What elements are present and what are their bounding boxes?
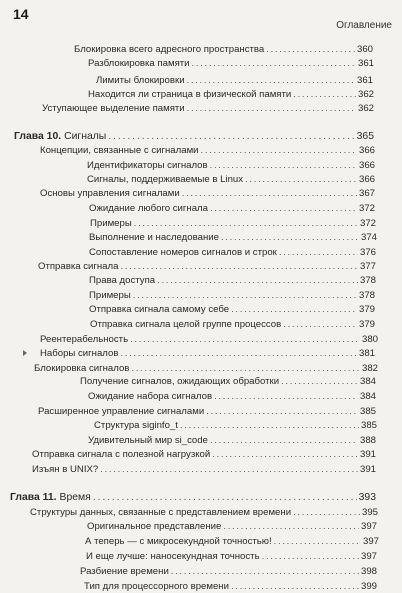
toc-page-number: 365 (356, 131, 374, 142)
toc-entry-title: Изъян в UNIX? (32, 464, 99, 475)
toc-chapter-entry (10, 491, 376, 504)
dot-leader (201, 144, 357, 157)
toc-page-number: 377 (359, 261, 376, 272)
toc-entry-title: А теперь — с микросекундной точностью! (85, 536, 272, 547)
dot-leader (187, 102, 356, 115)
toc-entry (88, 57, 374, 70)
dot-leader (221, 231, 359, 244)
toc-page-number: 395 (361, 507, 378, 518)
toc-entry (40, 187, 375, 200)
toc-page-number: 366 (358, 160, 375, 171)
toc-entry-title: Примеры (90, 218, 132, 229)
dot-leader (231, 580, 359, 593)
toc-page-number: 384 (359, 376, 376, 387)
toc-entry (40, 333, 378, 346)
toc-entry-title: Разблокировка памяти (88, 58, 190, 69)
toc-entry (87, 173, 375, 186)
toc-page-number: 384 (359, 391, 376, 402)
toc-page-number: 374 (360, 232, 377, 243)
toc-entry (85, 535, 379, 548)
toc-entry (90, 217, 376, 230)
toc-entry-title: Отправка сигнала самому себе (89, 304, 230, 315)
toc-page-number: 361 (356, 75, 373, 86)
dot-leader (133, 289, 357, 302)
dot-leader (210, 159, 357, 172)
toc-entry (94, 419, 377, 432)
dot-leader (212, 448, 358, 461)
dot-leader (130, 333, 360, 346)
toc-page-number: 372 (359, 218, 376, 229)
toc-page-number: 360 (356, 44, 373, 55)
toc-entry (42, 102, 374, 115)
toc-page-number: 372 (358, 203, 375, 214)
toc-page-number: 379 (358, 304, 375, 315)
toc-entry (80, 565, 377, 578)
dot-leader (182, 187, 357, 200)
toc-page-number: 398 (360, 566, 377, 577)
toc-entry-title: Находится ли страница в физической памяти (88, 89, 292, 100)
toc-entry-title: Глава 10. Сигналы (14, 131, 107, 142)
toc-page-number: 391 (359, 449, 376, 460)
running-head: Оглавление (336, 20, 392, 31)
dot-leader (206, 405, 358, 418)
dot-leader (93, 491, 357, 504)
toc-page-number: 366 (358, 145, 375, 156)
toc-entry (88, 88, 374, 101)
toc-entry-title: Блокировка сигналов (34, 363, 130, 374)
toc-entry-title: Выполнение и наследование (89, 232, 219, 243)
toc-entry (30, 506, 378, 519)
toc-entry-title: Идентификаторы сигналов (87, 160, 208, 171)
toc-entry-title: Сопоставление номеров сигналов и строк (89, 247, 277, 258)
toc-entry-title: Оригинальное представление (87, 521, 222, 532)
toc-entry (89, 274, 376, 287)
dot-leader (281, 375, 358, 388)
dot-leader (120, 347, 357, 360)
toc-page-number: 393 (358, 492, 376, 503)
dot-leader (293, 506, 360, 519)
bullet-marker-icon (23, 350, 27, 356)
toc-page-number: 385 (360, 420, 377, 431)
dot-leader (279, 246, 358, 259)
toc-entry (89, 289, 375, 302)
toc-entry-title: Блокировка всего адресного пространства (74, 44, 265, 55)
toc-entry-title: Лимиты блокировки (96, 75, 185, 86)
dot-leader (100, 463, 358, 476)
toc-entry (89, 231, 377, 244)
dot-leader (223, 520, 359, 533)
toc-entry (89, 246, 376, 259)
toc-entry (86, 550, 377, 563)
toc-entry-title: Права доступа (89, 275, 156, 286)
toc-entry-title: Тип для процессорного времени (84, 581, 229, 592)
toc-entry-title: Реентерабельность (40, 334, 129, 345)
toc-entry (89, 202, 375, 215)
toc-entry-title: Наборы сигналов (40, 348, 119, 359)
toc-page-number: 378 (358, 290, 375, 301)
toc-page-number: 367 (358, 188, 375, 199)
dot-leader (274, 535, 361, 548)
dot-leader (231, 303, 357, 316)
toc-entry (96, 74, 373, 87)
toc-page-number: 362 (357, 103, 374, 114)
dot-leader (293, 88, 356, 101)
toc-entry-title: Глава 11. Время (10, 492, 91, 503)
dot-leader (108, 130, 354, 143)
toc-entry (40, 144, 375, 157)
toc-entry (88, 434, 376, 447)
toc-entry (87, 159, 375, 172)
dot-leader (262, 550, 359, 563)
toc-entry-title: И еще лучше: наносекундная точность (86, 551, 260, 562)
toc-entry-title: Ожидание набора сигналов (88, 391, 213, 402)
toc-chapter-entry (14, 130, 374, 143)
toc-page-number: 380 (361, 334, 378, 345)
toc-entry (38, 405, 376, 418)
toc-page-number: 382 (361, 363, 378, 374)
toc-entry (80, 375, 376, 388)
toc-entry-title: Концепции, связанные с сигналами (40, 145, 199, 156)
dot-leader (134, 217, 358, 230)
dot-leader (187, 74, 355, 87)
toc-entry (90, 318, 375, 331)
dot-leader (266, 43, 355, 56)
toc-page-number: 361 (357, 58, 374, 69)
toc-entry-title: Отправка сигнала целой группе процессов (90, 319, 282, 330)
toc-entry (74, 43, 373, 56)
dot-leader (171, 565, 359, 578)
toc-entry-title: Структура siginfo_t (94, 420, 178, 431)
toc-entry-title: Отправка сигнала с полезной нагрузкой (32, 449, 211, 460)
toc-entry-title: Уступающее выделение памяти (42, 103, 185, 114)
dot-leader (283, 318, 357, 331)
dot-leader (245, 173, 357, 186)
toc-entry (84, 580, 377, 593)
toc-page-number: 376 (359, 247, 376, 258)
toc-page-number: 381 (358, 348, 375, 359)
toc-page-number: 397 (362, 536, 379, 547)
toc-entry (34, 362, 378, 375)
toc-entry (32, 448, 376, 461)
toc-page-number: 385 (359, 406, 376, 417)
dot-leader (131, 362, 360, 375)
page-number: 14 (13, 6, 29, 22)
toc-entry (32, 463, 376, 476)
dot-leader (180, 419, 359, 432)
toc-entry-title: Основы управления сигналами (40, 188, 180, 199)
toc-entry (87, 520, 377, 533)
toc-page-number: 388 (359, 435, 376, 446)
toc-entry (38, 260, 376, 273)
dot-leader (214, 390, 358, 403)
dot-leader (210, 434, 358, 447)
toc-page-number: 379 (358, 319, 375, 330)
toc-entry-title: Примеры (89, 290, 131, 301)
toc-page-number: 378 (359, 275, 376, 286)
toc-entry-title: Разбиение времени (80, 566, 169, 577)
chapter-number: Глава 11. (10, 492, 57, 503)
toc-page-number: 362 (357, 89, 374, 100)
toc-page-number: 399 (360, 581, 377, 592)
toc-entry-title: Удивительный мир si_code (88, 435, 208, 446)
toc-page-number: 391 (359, 464, 376, 475)
toc-entry (40, 347, 375, 360)
toc-entry-title: Сигналы, поддерживаемые в Linux (87, 174, 244, 185)
toc-page-number: 366 (358, 174, 375, 185)
toc-entry-title: Ожидание любого сигнала (89, 203, 208, 214)
toc-entry (88, 390, 376, 403)
dot-leader (120, 260, 358, 273)
toc-entry-title: Получение сигналов, ожидающих обработки (80, 376, 280, 387)
dot-leader (192, 57, 356, 70)
chapter-number: Глава 10. (14, 131, 62, 142)
toc-page-number: 397 (360, 551, 377, 562)
dot-leader (157, 274, 358, 287)
dot-leader (210, 202, 357, 215)
toc-entry (89, 303, 375, 316)
toc-entry-title: Отправка сигнала (38, 261, 119, 272)
toc-entry-title: Структуры данных, связанные с представлением времени (30, 507, 292, 518)
toc-page-number: 397 (360, 521, 377, 532)
toc-entry-title: Расширенное управление сигналами (38, 406, 205, 417)
